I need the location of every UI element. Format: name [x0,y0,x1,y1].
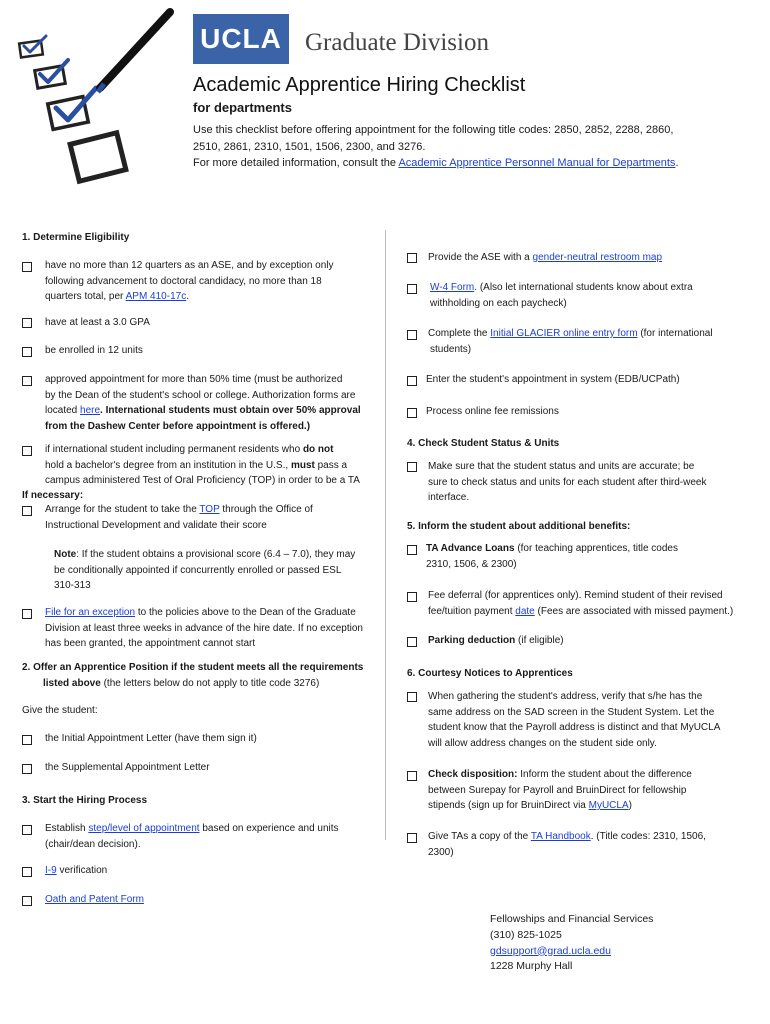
item-text [45,605,363,621]
top-link[interactable]: TOP [199,504,220,515]
item-oath [45,892,144,908]
item-text [45,442,360,458]
text: hold a bachelor's degree from an institution in the U.S., [45,459,291,471]
item-text [45,502,313,518]
checkbox-exception[interactable] [22,609,32,619]
item-text: sure to check status and units for each student after third-week [428,476,707,488]
text: pass a [314,459,348,471]
note-line: be conditionally appointed if concurrently enrolled or passed ESL [54,564,342,576]
item-edb: Enter the student's appointment in system (EDB/UCPath) [426,374,680,385]
item-text [45,403,361,419]
item-appointment [45,372,361,434]
text: Check disposition: [428,769,518,780]
intro-line-2: 2510, 2861, 2310, 1501, 1506, 2300, and 3276. [193,140,426,153]
text: Complete the [428,328,491,339]
item-status-units [428,459,706,506]
checkbox-i9[interactable] [22,867,32,877]
personnel-manual-link[interactable]: Academic Apprentice Personnel Manual for Departments [398,157,676,169]
checkbox-supplemental-letter[interactable] [22,764,32,774]
item-text: 2300) [428,846,454,858]
checkbox-fee-deferral[interactable] [407,592,417,602]
checkbox-address[interactable] [407,692,417,702]
item-text: approved appointment for more than 50% time (must be authorized [45,374,343,385]
item-text: campus administered Test of Oral Proficiency (TOP) in order to be a TA [45,475,360,486]
item-gpa: have at least a 3.0 GPA [45,317,150,328]
item-top [45,502,313,533]
item-text: Division at least three weeks in advance of the hire date. If no exception [45,622,363,634]
item-parking [428,633,564,649]
item-restroom-map [428,250,662,266]
give-label: Give the student: [22,705,98,716]
item-text: same address on the SAD screen in the Student System. Let the [428,706,715,718]
intro-paragraph [193,122,733,172]
intro-line-1: Use this checklist before offering appointment for the following title codes: 2850, 2852, 2288, 2860, [193,124,674,136]
item-text [45,289,334,305]
item-text [428,829,706,845]
item-text [428,604,733,620]
checkbox-status-units[interactable] [407,462,417,472]
note-block [54,547,355,594]
item-text [45,821,339,837]
item-initial-letter: the Initial Appointment Letter (have them sign it) [45,733,257,744]
item-text: (chair/dean decision). [45,838,141,850]
here-link[interactable]: here [80,405,101,416]
item-text: Make sure that the student status and units are accurate; be [428,461,695,472]
item-text [428,798,692,814]
text: Establish [45,823,89,834]
item-supplemental-letter: the Supplemental Appointment Letter [45,762,210,773]
item-text: student know that the Payroll address is distinct and that MyUCLA [428,722,721,733]
section-2-heading [22,660,363,691]
restroom-map-link[interactable]: gender-neutral restroom map [532,252,663,263]
i9-link[interactable]: I-9 [45,865,57,876]
section-1-heading: 1. Determine Eligibility [22,232,130,243]
item-ta-loans [426,541,678,572]
item-text: interface. [428,492,470,503]
intro-text: For more detailed information, consult the [193,157,399,169]
text: ) [628,800,632,811]
heading-line: 2. Offer an Apprentice Position if the student meets all the requirements [22,662,364,673]
item-units: be enrolled in 12 units [45,345,143,356]
text: if international student including permanent residents who [45,444,303,455]
text: Parking deduction [428,635,516,646]
item-text [430,280,693,296]
checkbox-w4[interactable] [407,284,417,294]
item-i9 [45,863,107,879]
checkbox-appointment[interactable] [22,376,32,386]
item-text: have no more than 12 quarters as an ASE, and by exception only [45,260,334,271]
checkbox-parking[interactable] [407,637,417,647]
checkbox-ta-handbook[interactable] [407,833,417,843]
item-glacier [428,326,713,357]
item-quarters [45,258,334,305]
text: TA Advance Loans [426,543,515,554]
checkbox-step-level[interactable] [22,825,32,835]
text: : If the student obtains a provisional score (6.4 – 7.0), they may [76,549,356,560]
file-exception-link[interactable]: File for an exception [45,607,136,618]
section-3-heading: 3. Start the Hiring Process [22,795,148,806]
checkbox-oath[interactable] [22,896,32,906]
item-text: When gathering the student's address, verify that s/he has the [428,691,703,702]
checkbox-international[interactable] [22,446,32,456]
text: verification [56,865,108,876]
item-disposition [428,767,692,814]
text: listed above [43,677,101,689]
section-5-heading: 5. Inform the student about additional benefits: [407,521,631,532]
item-text: students) [430,343,472,355]
text: stipends (sign up for BruinDirect via [428,800,589,811]
text: . International students must obtain over 50% approval [100,405,361,416]
item-fee-deferral [428,588,733,619]
text: (for international [637,328,713,339]
note-label: Note [54,549,77,560]
text: based on experience and units [199,823,339,834]
w4-link[interactable]: W-4 Form [430,282,475,293]
checkbox-gpa[interactable] [22,318,32,328]
item-text: will allow address changes on the student side only. [428,737,657,749]
text: fee/tuition payment [428,605,516,617]
text: (Fees are associated with missed payment.) [534,605,734,617]
item-text [428,767,692,783]
section-4-heading: 4. Check Student Status & Units [407,438,560,449]
checkbox-disposition[interactable] [407,771,417,781]
item-text: by the Dean of the student's school or college. Authorization forms are [45,389,356,401]
note-line: 310-313 [54,580,91,591]
contact-address: 1228 Murphy Hall [490,960,573,973]
page-title: Academic Apprentice Hiring Checklist [193,74,526,96]
intro-line-3 [193,155,733,172]
checkbox-initial-letter[interactable] [22,735,32,745]
item-exception [45,605,363,652]
if-necessary-label: If necessary: [22,490,84,501]
page-subtitle: for departments [193,100,292,115]
item-ta-handbook [428,829,706,860]
item-w4 [430,280,693,311]
heading-line [22,676,363,692]
column-divider [385,230,386,840]
text: . (Title codes: 2310, 1506, [590,831,706,842]
text: Inform the student about the difference [517,769,692,780]
contact-email-link[interactable]: gdsupport@grad.ucla.edu [490,944,611,957]
myucla-link[interactable]: MyUCLA [588,800,629,811]
item-text: withholding on each paycheck) [430,297,567,309]
division-name: Graduate Division [305,29,489,56]
contact-office: Fellowships and Financial Services [490,913,654,925]
text: (the letters below do not apply to title code 3276) [100,677,320,689]
ucla-logo: UCLA [193,14,289,64]
text: . (Also let international students know about extra [474,282,693,293]
step-level-link[interactable]: step/level of appointment [88,823,200,834]
text: (if eligible) [515,635,564,646]
item-text: following advancement to doctoral candidacy, no more than 18 [45,275,322,287]
contact-block [490,912,653,975]
item-text: 2310, 1506, & 2300) [426,558,517,570]
item-text [45,458,360,474]
item-text: between Surepay for Payroll and BruinDirect for fellowship [428,784,687,796]
checkbox-quarters[interactable] [22,262,32,272]
text: quarters total, per [45,291,126,302]
text: do not [302,444,334,455]
item-fee-remissions: Process online fee remissions [426,406,559,417]
item-text: has been granted, the appointment cannot start [45,638,256,649]
checkbox-fee-remissions[interactable] [407,408,417,418]
checklist-graphic [10,8,180,193]
text: Give TAs a copy of the [428,831,531,842]
payment-date-link[interactable]: date [515,605,535,617]
text: located [45,405,81,416]
text: Provide the ASE with a [428,252,533,263]
item-text: Fee deferral (for apprentices only). Remind student of their revised [428,590,723,601]
item-text [426,541,678,557]
intro-period: . [675,157,679,169]
item-address [428,689,720,751]
section-6-heading: 6. Courtesy Notices to Apprentices [407,668,573,679]
item-text: from the Dashew Center before appointment is offered.) [45,420,311,432]
apm-link[interactable]: APM 410-17c [125,291,187,302]
checkbox-glacier[interactable] [407,330,417,340]
text: (for teaching apprentices, title codes [514,543,678,554]
checkbox-ta-loans[interactable] [407,545,417,555]
checkbox-restroom-map[interactable] [407,253,417,263]
item-text [428,326,713,342]
text: must [290,459,315,471]
checkbox-edb[interactable] [407,376,417,386]
checkbox-units[interactable] [22,347,32,357]
item-international [45,442,360,489]
text: to the policies above to the Dean of the Graduate [135,607,356,618]
text: . [186,291,189,302]
text: through the Office of [219,504,313,515]
checkbox-top[interactable] [22,506,32,516]
item-text: Instructional Development and validate their score [45,519,267,531]
glacier-link[interactable]: Initial GLACIER online entry form [490,328,638,339]
contact-phone: (310) 825-1025 [490,928,562,941]
note-line [54,547,355,563]
item-step-level [45,821,339,852]
oath-patent-link[interactable]: Oath and Patent Form [45,894,144,905]
ta-handbook-link[interactable]: TA Handbook [530,831,591,842]
text: Arrange for the student to take the [45,504,200,515]
